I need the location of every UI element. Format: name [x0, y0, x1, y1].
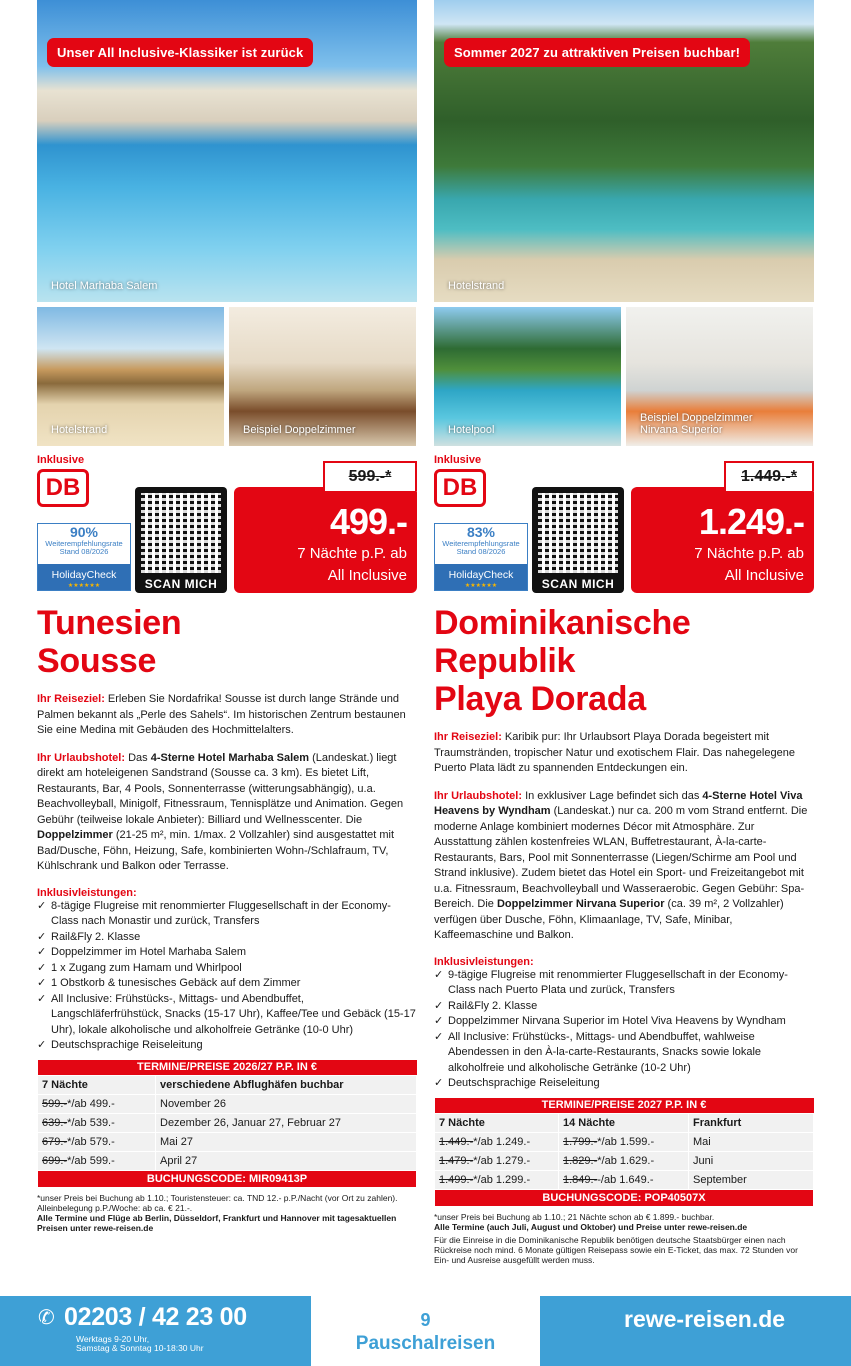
list-item: ✓ Deutschsprachige Reiseleitung: [37, 1038, 417, 1054]
holidaycheck-logo: HolidayCheck: [38, 564, 130, 590]
hotel-body-2: (21-25 m², min. 1/max. 2 Vollzahler) sind ausgestattet mit Bad/Dusche, Föhn, Heizung, Safe, kombinierten Wohn-/Schlafraum, TV, Kühlschrank und Balkon oder Terrasse.: [37, 829, 395, 872]
thumbnail-row: [37, 307, 417, 446]
old-price: 1.449.-: [439, 1136, 474, 1148]
month: Mai: [689, 1133, 814, 1152]
list-item: ✓ All Inclusive: Frühstücks-, Mittags- und Abendbuffet, wahlweise Abendessen in den À-la-carte-Restaurants, Snacks sowie lokale alkoholfreie und alkoholische Getränke (10-2 Uhr): [434, 1030, 814, 1077]
price-details: [297, 543, 407, 587]
thumb-pool: [434, 307, 621, 446]
room-type: Doppelzimmer: [37, 829, 113, 841]
table-row: [435, 1171, 814, 1190]
hotel-pre: Das: [125, 751, 151, 764]
hero-caption: Hotelstrand: [448, 280, 505, 292]
hours-line: Werktags 9-20 Uhr,: [76, 1334, 150, 1344]
stars-icon: ★★★★★★: [464, 583, 498, 589]
opening-hours: [76, 1335, 204, 1353]
hotel-label: Ihr Urlaubshotel:: [37, 751, 126, 764]
hotel-name: 4-Sterne Hotel Viva Heavens by Wyndham: [434, 789, 803, 817]
thumb-caption: [640, 412, 753, 436]
hero-image-beach: [434, 0, 814, 302]
old-price: 679.-: [42, 1136, 68, 1148]
thumb-room: [229, 307, 416, 446]
scan-label: SCAN MICH: [541, 577, 615, 591]
table-row: [38, 1114, 417, 1133]
page-number: 9: [420, 1310, 431, 1330]
date: April 27: [156, 1152, 417, 1171]
old-price: 1.829.-: [563, 1155, 598, 1167]
list-item: ✓ Doppelzimmer Nirvana Superior im Hotel Viva Heavens by Wyndham: [434, 1014, 814, 1030]
table-row: [38, 1133, 417, 1152]
offer-tunesien: [37, 0, 417, 1233]
date: Mai 27: [156, 1133, 417, 1152]
recommendation-rate: 90%: [69, 524, 99, 540]
recommendation-date: Stand 08/2026: [456, 547, 506, 556]
list-item: ✓ Doppelzimmer im Hotel Marhaba Salem: [37, 945, 417, 961]
recommendation-rate: 83%: [466, 524, 496, 540]
footnote-1: *unser Preis bei Buchung ab 1.10.; 21 Nächte schon ab € 1.899.- buchbar.: [434, 1212, 715, 1222]
website-link[interactable]: rewe-reisen.de: [624, 1306, 786, 1332]
new-price: */ab 1.279.-: [473, 1155, 531, 1167]
price-table: [37, 1060, 417, 1189]
new-price: */ab 1.599.-: [597, 1136, 655, 1148]
thumb-beach: [37, 307, 224, 446]
price-panel: [631, 487, 814, 593]
recommendation-label: Weiterempfehlungsrate: [45, 539, 123, 548]
footnote: [434, 1212, 814, 1265]
thumb-caption-line: Beispiel Doppelzimmer: [640, 412, 753, 424]
new-price: */ab 1.249.-: [473, 1136, 531, 1148]
nights: 7 Nächte p.P. ab: [694, 545, 804, 562]
footnote: [37, 1193, 417, 1233]
phone-number[interactable]: 02203 / 42 23 00: [64, 1303, 247, 1331]
hotel-body: (Landeskat.) nur ca. 200 m vom Strand entfernt. Die moderne Anlage kombiniert modernes Décor mit Atmosphäre. Zur Ausstattung zählen kostenfreies WLAN, Buffetrestaurant, À-la-carte-Restaurants, Bars, Pool mit Sonnenterrasse (Liegen/Schirme am Pool und Strand inklusive). Zudem bietet das Hotel ein Sport- und Freizeitangebot mit u.a. Fitnessraum, Beachvolleyball und Wasseraerobic. Gegen Gebühr: Spa-Bereich. Die: [434, 805, 808, 910]
date: Dezember 26, Januar 27, Februar 27: [156, 1114, 417, 1133]
recommendation-date: Stand 08/2026: [59, 547, 109, 556]
qr-code[interactable]: [135, 487, 227, 593]
col-header: 7 Nächte: [435, 1114, 559, 1133]
price-table: [434, 1098, 814, 1208]
footer-bar: [0, 1296, 851, 1366]
old-price: 1.499.-: [439, 1174, 474, 1186]
hero-image-pool: [37, 0, 417, 302]
holidaycheck-badge: [37, 523, 131, 591]
price: 1.249.-: [698, 501, 804, 542]
price-details: [694, 543, 804, 587]
new-price: -/ab 1.649.-: [597, 1174, 654, 1186]
col-header: 7 Nächte: [38, 1076, 156, 1095]
list-item: ✓ 1 x Zugang zum Hamam und Whirlpool: [37, 961, 417, 977]
hotel-body: (Landeskat.) liegt direkt am hoteleigenen Sandstrand (Sousse ca. 3 km). Es bietet Lift, Restaurants, Bar, 4 Pools, Sonnenterrasse (witterungsabhängig), u.a. Beachvolleyball, Minigolf, Fitnessraum, Tennisplätze und Animation. Gegen Gebühr (teilweise lokale Anbieter): Billiard und Wellnesscenter. Die: [37, 751, 404, 826]
country: Tunesien: [37, 604, 182, 642]
reiseziel-text: [434, 730, 814, 777]
phone-icon: ✆: [38, 1307, 55, 1329]
thumb-caption: Hotelpool: [448, 424, 495, 436]
hotel-text: [37, 751, 417, 875]
db-logo: DB: [434, 469, 486, 507]
old-price: 599.-*: [323, 461, 417, 491]
room-type: Doppelzimmer Nirvana Superior: [496, 898, 665, 910]
board: All Inclusive: [724, 567, 804, 584]
thumb-caption-line: Nirvana Superior: [640, 424, 723, 436]
scan-label: SCAN MICH: [144, 577, 218, 591]
nights: 7 Nächte p.P. ab: [297, 545, 407, 562]
new-price: */ab 579.-: [67, 1136, 115, 1148]
list-item: ✓ Rail&Fly 2. Klasse: [37, 930, 417, 946]
hotel-name: 4-Sterne Hotel Marhaba Salem: [150, 751, 310, 764]
reiseziel-label: Ihr Reiseziel:: [434, 731, 502, 743]
list-item: ✓ 1 Obstkorb & tunesisches Gebäck auf dem Zimmer: [37, 976, 417, 992]
city: Sousse: [37, 642, 157, 680]
old-price: 699.-: [42, 1155, 68, 1167]
footnote-3: Für die Einreise in die Dominikanische Republik benötigen deutsche Staatsbürger einen nach Rückreise noch mind. 6 Monate gültigen Reisepass sowie ein E-Ticket, das max. 72 Stunden vor Ein- und Ausreise ausgefüllt werden muss.: [434, 1235, 798, 1265]
web-panel: [540, 1296, 851, 1366]
thumb-room: [626, 307, 813, 446]
reiseziel-body: Karibik pur: Ihr Urlaubsort Playa Dorada begeistert mit Traumstränden, tropischer Natur und exotischem Flair. Das nahegelegene Puerto Plata lädt zu spannenden Entdeckungen ein.: [434, 731, 795, 774]
booking-code: BUCHUNGSCODE: POP40507X: [435, 1190, 814, 1207]
new-price: */ab 499.-: [67, 1098, 115, 1110]
stars-icon: ★★★★★★: [67, 583, 101, 589]
inklusive-label: Inklusive: [434, 454, 482, 466]
reiseziel-body: Erleben Sie Nordafrika! Sousse ist durch lange Strände und Palmen bekannt als „Perle des Sahels“. Im historischen Zentrum bestaunen Sie eine Medina mit Gebäuden des Hochmittelalters.: [37, 693, 406, 736]
hotel-label: Ihr Urlaubshotel:: [434, 789, 523, 802]
qr-code[interactable]: [532, 487, 624, 593]
qr-code-icon: [141, 493, 221, 573]
destination-title: [434, 604, 814, 718]
old-price: 599.-: [42, 1098, 68, 1110]
table-row: [435, 1152, 814, 1171]
table-row: [435, 1133, 814, 1152]
col-header: 14 Nächte: [559, 1114, 689, 1133]
country: Dominikanische Republik: [434, 604, 691, 680]
table-title: TERMINE/PREISE 2027 P.P. IN €: [435, 1098, 814, 1114]
destination-title: [37, 604, 417, 680]
month: September: [689, 1171, 814, 1190]
footnote-1: *unser Preis bei Buchung ab 1.10.; Touristensteuer: ca. TND 12.- p.P./Nacht (vor Ort zu zahlen). Alleinbelegung p.P./Woche: ab ca. € 21.-.: [37, 1193, 398, 1213]
recommendation-label: Weiterempfehlungsrate: [442, 539, 520, 548]
holidaycheck-badge: [434, 523, 528, 591]
footnote-2: Alle Termine und Flüge ab Berlin, Düsseldorf, Frankfurt und Hannover mit tagesaktuellen Preisen unter rewe-reisen.de: [37, 1213, 397, 1233]
month: Juni: [689, 1152, 814, 1171]
col-header: verschiedene Abflughäfen buchbar: [156, 1076, 417, 1095]
list-item: ✓ Rail&Fly 2. Klasse: [434, 999, 814, 1015]
old-price: 1.449.-*: [724, 461, 814, 491]
reiseziel-text: [37, 692, 417, 739]
new-price: */ab 539.-: [67, 1117, 115, 1129]
table-row: [38, 1152, 417, 1171]
thumb-caption: Beispiel Doppelzimmer: [243, 424, 356, 436]
booking-code: BUCHUNGSCODE: MIR09413P: [38, 1171, 417, 1188]
thumbnail-row: [434, 307, 814, 446]
hotel-body-2: (ca. 39 m², 2 Vollzahler) verfügen über Dusche, Föhn, Klimaanlage, TV, Safe, Minibar, Kaffeemaschine und Balkon.: [434, 898, 784, 941]
footnote-2: Alle Termine (auch Juli, August und Oktober) und Preise unter rewe-reisen.de: [434, 1222, 748, 1232]
reiseziel-label: Ihr Reiseziel:: [37, 693, 105, 705]
offer-dominikanische-republik: [434, 0, 814, 1265]
col-header: Frankfurt: [689, 1114, 814, 1133]
old-price: 1.799.-: [563, 1136, 598, 1148]
old-price: 639.-: [42, 1117, 68, 1129]
hotel-text: [434, 789, 814, 944]
list-item: ✓ All Inclusive: Frühstücks-, Mittags- und Abendbuffet, Langschläferfrühstück, Snacks (15-17 Uhr), Kaffee/Tee und Gebäck (15-17 Uhr), lokale alkoholische und alkoholfreie Getränke (10-0 Uhr): [37, 992, 417, 1039]
new-price: */ab 599.-: [67, 1155, 115, 1167]
new-price: */ab 1.629.-: [597, 1155, 655, 1167]
inclusive-list: [434, 968, 814, 1092]
list-item: ✓ 9-tägige Flugreise mit renommierter Fluggesellschaft in der Economy-Class nach Puerto Plata und zurück, Transfers: [434, 968, 814, 999]
list-item: ✓ Deutschsprachige Reiseleitung: [434, 1076, 814, 1092]
section-label: Pauschalreisen: [355, 1333, 496, 1354]
db-logo: DB: [37, 469, 89, 507]
city: Playa Dorada: [434, 680, 646, 718]
price: 499.-: [329, 501, 407, 542]
price-box: [37, 454, 417, 594]
qr-code-icon: [538, 493, 618, 573]
page-panel: [311, 1296, 540, 1366]
inclusive-title: Inklusivleistungen:: [434, 955, 534, 968]
hours-line: Samstag & Sonntag 10-18:30 Uhr: [76, 1343, 204, 1353]
offer-badge: Sommer 2027 zu attraktiven Preisen buchbar!: [444, 38, 750, 67]
list-item: ✓ 8-tägige Flugreise mit renommierter Fluggesellschaft in der Economy-Class nach Monastir und zurück, Transfers: [37, 899, 417, 930]
hotel-pre: In exklusiver Lage befindet sich das: [522, 789, 703, 802]
inclusive-title: Inklusivleistungen:: [37, 886, 137, 899]
table-row: [38, 1095, 417, 1114]
old-price: 1.849.-: [563, 1174, 598, 1186]
hero-caption: Hotel Marhaba Salem: [51, 280, 158, 292]
contact-panel: [0, 1296, 311, 1366]
table-title: TERMINE/PREISE 2026/27 P.P. IN €: [38, 1060, 417, 1076]
board: All Inclusive: [327, 567, 407, 584]
holidaycheck-logo: HolidayCheck: [435, 564, 527, 590]
date: November 26: [156, 1095, 417, 1114]
thumb-caption: Hotelstrand: [51, 424, 108, 436]
old-price: 1.479.-: [439, 1155, 474, 1167]
inclusive-list: [37, 899, 417, 1054]
price-box: [434, 454, 814, 594]
new-price: */ab 1.299.-: [473, 1174, 531, 1186]
offer-badge: Unser All Inclusive-Klassiker ist zurück: [47, 38, 313, 67]
price-panel: [234, 487, 417, 593]
inklusive-label: Inklusive: [37, 454, 85, 466]
